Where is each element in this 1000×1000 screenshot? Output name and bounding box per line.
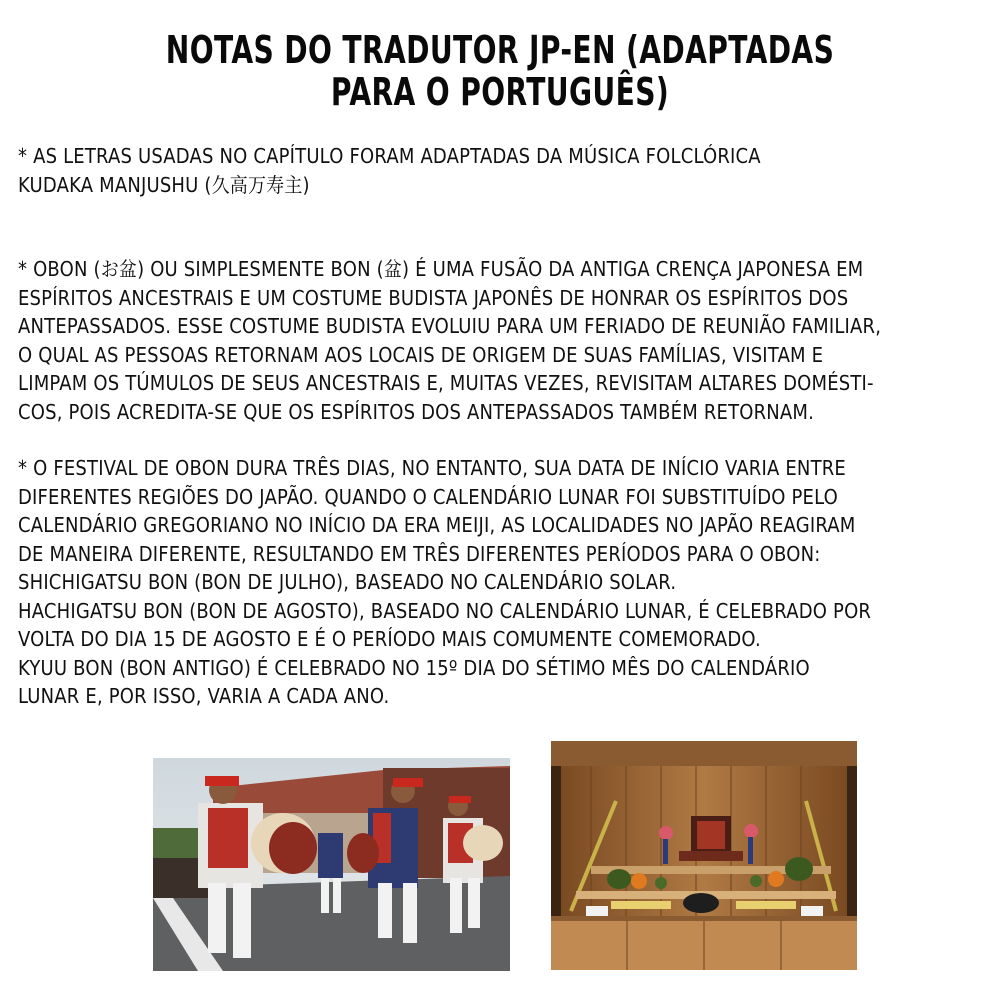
note-line: * AS LETRAS USADAS NO CAPÍTULO FORAM ADAPTADAS DA MÚSICA FOLCLÓRICA: [18, 144, 761, 168]
note-line: KUDAKA MANJUSHU (久高万寿主): [18, 172, 310, 197]
eisa-drum-dancers-photo: [153, 758, 510, 971]
note-line: KYUU BON (BON ANTIGO) É CELEBRADO NO 15º DIA DO SÉTIMO MÊS DO CALENDÁRIO: [18, 655, 810, 680]
obon-family-altar-photo: [551, 741, 857, 970]
note-line: LUNAR E, POR ISSO, VARIA A CADA ANO.: [18, 684, 390, 708]
note-line: HACHIGATSU BON (BON DE AGOSTO), BASEADO NO CALENDÁRIO LUNAR, É CELEBRADO POR: [18, 598, 872, 623]
note-line: SHICHIGATSU BON (BON DE JULHO), BASEADO NO CALENDÁRIO SOLAR.: [18, 570, 677, 594]
note-line: CALENDÁRIO GREGORIANO NO INÍCIO DA ERA MEIJI, AS LOCALIDADES NO JAPÃO REAGIRAM: [18, 513, 856, 537]
note-line: * O FESTIVAL DE OBON DURA TRÊS DIAS, NO ENTANTO, SUA DATA DE INÍCIO VARIA ENTRE: [18, 456, 846, 480]
note-line: O QUAL AS PESSOAS RETORNAM AOS LOCAIS DE ORIGEM DE SUAS FAMÍLIAS, VISITAM E: [18, 342, 824, 367]
note-lyrics: [18, 142, 963, 199]
note-line: COS, POIS ACREDITA-SE QUE OS ESPÍRITOS DOS ANTEPASSADOS TAMBÉM RETORNAM.: [18, 399, 815, 424]
note-line: VOLTA DO DIA 15 DE AGOSTO E É O PERÍODO MAIS COMUMENTE COMEMORADO.: [18, 627, 761, 651]
note-obon-definition: [18, 255, 963, 426]
note-line: ANTEPASSADOS. ESSE COSTUME BUDISTA EVOLUIU PARA UM FERIADO DE REUNIÃO FAMILIAR,: [18, 314, 882, 338]
notes-body: [18, 142, 963, 711]
page-title: NOTAS DO TRADUTOR JP-EN (ADAPTADAS PARA O PORTUGUÊS): [165, 28, 835, 114]
note-line: DE MANEIRA DIFERENTE, RESULTANDO EM TRÊS DIFERENTES PERÍODOS PARA O OBON:: [18, 541, 821, 566]
note-line: DIFERENTES REGIÕES DO JAPÃO. QUANDO O CALENDÁRIO LUNAR FOI SUBSTITUÍDO PELO: [18, 484, 839, 509]
note-obon-festival: [18, 454, 963, 711]
note-line: * OBON (お盆) OU SIMPLESMENTE BON (盆) É UMA FUSÃO DA ANTIGA CRENÇA JAPONESA EM: [18, 257, 864, 281]
note-line: LIMPAM OS TÚMULOS DE SEUS ANCESTRAIS E, MUITAS VEZES, REVISITAM ALTARES DOMÉSTI-: [18, 371, 874, 395]
note-line: ESPÍRITOS ANCESTRAIS E UM COSTUME BUDISTA JAPONÊS DE HONRAR OS ESPÍRITOS DOS: [18, 285, 849, 310]
